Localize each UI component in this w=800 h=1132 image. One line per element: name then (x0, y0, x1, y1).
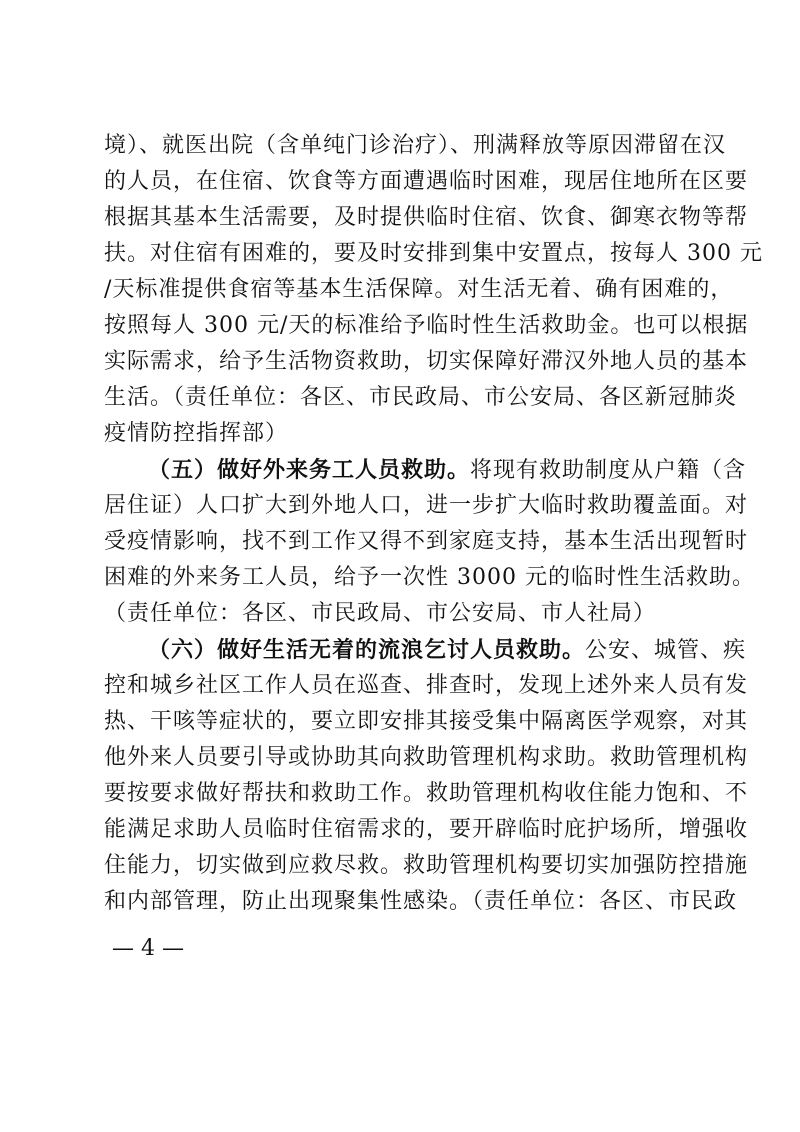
text-line: 居住证）人口扩大到外地人口，进一步扩大临时救助覆盖面。对 (104, 493, 749, 518)
text-line: 生活。（责任单位：各区、市民政局、市公安局、各区新冠肺炎 (104, 385, 738, 410)
text-line: 要按要求做好帮扶和救助工作。救助管理机构收住能力饱和、不 (104, 781, 749, 806)
section-6-heading: （六）做好生活无着的流浪乞讨人员救助。 (148, 637, 586, 663)
text-line: 控和城乡社区工作人员在巡查、排查时，发现上述外来人员有发 (104, 673, 749, 698)
section-5-first-line-text: 将现有救助制度从户籍（含 (470, 458, 747, 483)
text-line: 按照每人 300 元/天的标准给予临时性生活救助金。也可以根据 (104, 313, 749, 338)
text-line: 和内部管理，防止出现聚集性感染。（责任单位：各区、市民政 (104, 889, 738, 914)
text-line: 受疫情影响，找不到工作又得不到家庭支持，基本生活出现暂时 (104, 529, 749, 554)
text-line: 能满足求助人员临时住宿需求的，要开辟临时庇护场所，增强收 (104, 817, 749, 842)
page-number: — 4 — (112, 936, 184, 961)
text-line: 热、干咳等症状的，要立即安排其接受集中隔离医学观察，对其 (104, 709, 749, 734)
text-line: 困难的外来务工人员，给予一次性 3000 元的临时性生活救助。 (104, 565, 755, 590)
text-line: /天标准提供食宿等基本生活保障。对生活无着、确有困难的， (104, 277, 734, 302)
text-line: 他外来人员要引导或协助其向救助管理机构求助。救助管理机构 (104, 745, 749, 770)
text-line: 实际需求，给予生活物资救助，切实保障好滞汉外地人员的基本 (104, 349, 749, 374)
section-5-first-line (148, 452, 747, 488)
section-6-first-line (148, 632, 747, 668)
text-line: 的人员，在住宿、饮食等方面遭遇临时困难，现居住地所在区要 (104, 169, 749, 194)
text-line: 根据其基本生活需要，及时提供临时住宿、饮食、御寒衣物等帮 (104, 205, 749, 230)
text-line: 住能力，切实做到应救尽救。救助管理机构要切实加强防控措施 (104, 853, 749, 878)
text-line: 境）、就医出院（含单纯门诊治疗）、刑满释放等原因滞留在汉 (104, 133, 727, 158)
text-line: （责任单位：各区、市民政局、市公安局、市人社局） (104, 601, 657, 626)
text-line: 疫情防控指挥部） (104, 421, 289, 446)
section-6-first-line-text: 公安、城管、疾 (585, 638, 747, 663)
text-line: 扶。对住宿有困难的，要及时安排到集中安置点，按每人 300 元 (104, 241, 763, 266)
section-5-heading: （五）做好外来务工人员救助。 (148, 457, 471, 483)
